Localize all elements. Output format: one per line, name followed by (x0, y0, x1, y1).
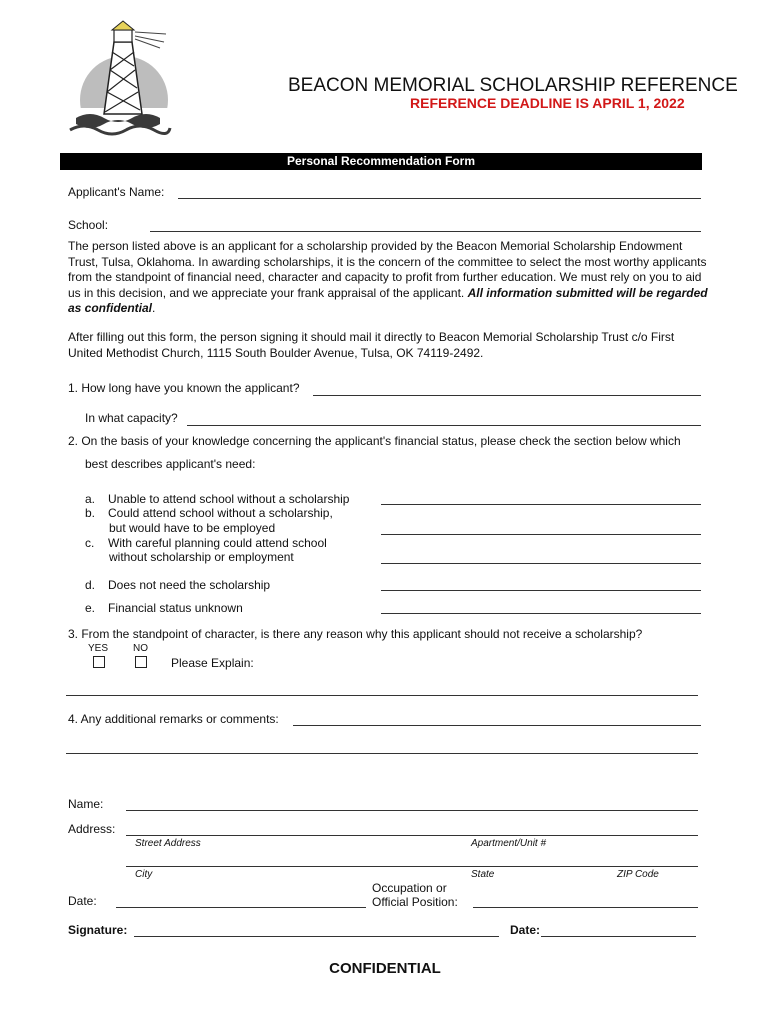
occupation-field[interactable] (473, 907, 698, 908)
remarks-field-2[interactable] (66, 753, 698, 754)
question-1: 1. How long have you known the applicant? (68, 381, 300, 395)
remarks-field[interactable] (293, 725, 701, 726)
street-address-caption: Street Address (135, 838, 201, 849)
applicant-name-label: Applicant's Name: (68, 185, 165, 199)
apartment-caption: Apartment/Unit # (471, 838, 547, 849)
name-field[interactable] (126, 810, 698, 811)
confidential-notice: All information submitted will be regarded as confidential (68, 285, 708, 315)
confidential-footer: CONFIDENTIAL (329, 960, 441, 977)
signature-label: Signature: (68, 923, 128, 937)
lighthouse-logo-icon (62, 18, 174, 140)
no-label: NO (133, 643, 148, 654)
question-3: 3. From the standpoint of character, is there any reason why this applicant should not receive a scholarship? (68, 627, 643, 641)
option-d-field[interactable] (381, 590, 701, 591)
question-4: 4. Any additional remarks or comments: (68, 712, 279, 726)
city-state-zip-field[interactable] (126, 866, 698, 867)
date-field[interactable] (116, 907, 366, 908)
intro-paragraph (68, 239, 708, 317)
option-a-field[interactable] (381, 504, 701, 505)
option-c-field[interactable] (381, 563, 701, 564)
question-2-cont: best describes applicant's need: (85, 457, 256, 471)
yes-checkbox[interactable] (93, 656, 105, 668)
section-bar (60, 153, 702, 170)
date-label: Date: (68, 894, 97, 908)
no-checkbox[interactable] (135, 656, 147, 668)
form-title: BEACON MEMORIAL SCHOLARSHIP REFERENCE (288, 75, 738, 96)
street-address-field[interactable] (126, 835, 698, 836)
school-field[interactable] (150, 231, 701, 232)
option-c-letter: c. (85, 536, 95, 550)
option-c-text: With careful planning could attend school (108, 536, 327, 550)
option-e-text: Financial status unknown (108, 601, 243, 615)
applicant-name-field[interactable] (178, 198, 701, 199)
mailing-instructions: After filling out this form, the person signing it should mail it directly to Beacon Memorial Scholarship Trust c/o First United Methodist Church, 1115 South Boulder Avenue, Tulsa, OK 74119-2492. (68, 330, 675, 360)
option-b-text: Could attend school without a scholarship, (108, 506, 333, 520)
known-duration-field[interactable] (313, 395, 701, 396)
option-a-text: Unable to attend school without a scholarship (108, 492, 350, 506)
capacity-label: In what capacity? (85, 411, 178, 425)
option-c-text-2: without scholarship or employment (109, 550, 294, 564)
school-label: School: (68, 218, 109, 232)
option-b-letter: b. (85, 506, 96, 520)
signature-date-label: Date: (510, 923, 541, 937)
name-label: Name: (68, 797, 104, 811)
option-b-text-2: but would have to be employed (109, 521, 276, 535)
option-a-letter: a. (85, 492, 96, 506)
address-label: Address: (68, 822, 116, 836)
option-d-letter: d. (85, 578, 96, 592)
occupation-label-2: Official Position: (372, 895, 458, 909)
intro-text: The person listed above is an applicant for a scholarship provided by the Beacon Memorial Scholarship Endowment Trust, Tulsa, Oklahoma. In awarding scholarships, it is the concern of the committee to select the most worthy applicants from the standpoint of financial need, character and capacity to profit from further education. We must rely on you to aid us in this decision, and we appreciate your frank appraisal of the applicant. (68, 239, 707, 300)
option-b-field[interactable] (381, 534, 701, 535)
intro-end: . (152, 301, 156, 315)
zip-caption: ZIP Code (617, 869, 659, 880)
question-2: 2. On the basis of your knowledge concerning the applicant's financial status, please check the section below which (68, 434, 681, 448)
capacity-field[interactable] (187, 425, 701, 426)
option-e-letter: e. (85, 601, 96, 615)
explain-label: Please Explain: (171, 656, 254, 670)
option-e-field[interactable] (381, 613, 701, 614)
city-caption: City (135, 869, 153, 880)
yes-label: YES (88, 643, 109, 654)
section-bar-title: Personal Recommendation Form (286, 154, 476, 168)
signature-date-field[interactable] (541, 936, 696, 937)
state-caption: State (471, 869, 495, 880)
occupation-label: Occupation or (372, 881, 447, 895)
explain-field[interactable] (66, 695, 698, 696)
signature-field[interactable] (134, 936, 499, 937)
deadline-notice: REFERENCE DEADLINE IS APRIL 1, 2022 (410, 95, 685, 111)
option-d-text: Does not need the scholarship (108, 578, 271, 592)
